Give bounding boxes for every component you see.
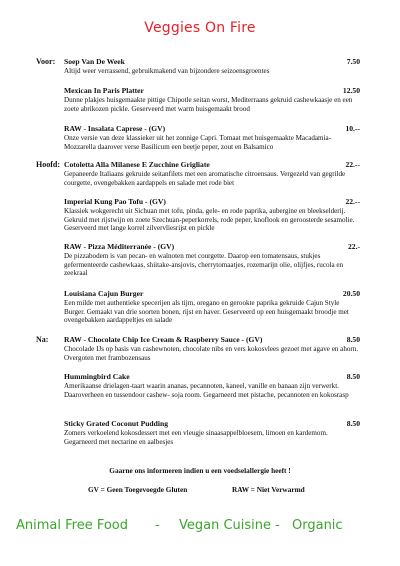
item-name: RAW - Pizza Méditerranée - (GV): [64, 242, 175, 251]
section-label: Voor:: [36, 57, 56, 66]
item-description: De pizzabodem is van pecan- en walnoten met courgette. Daarop een tomatensaus, stukjes gefermenteerde cashewkaas, shiitake-ansjovis, cherrytomaatjes, rozemarijn olie, olijfjes, rucola en zeekraal: [64, 252, 344, 278]
item-price: 20.50: [342, 289, 360, 298]
item-name: Soep Van De Week: [64, 57, 125, 66]
menu-item: [64, 242, 360, 278]
item-name: Sticky Grated Coconut Pudding: [64, 419, 169, 428]
item-name: RAW - Insalata Caprese - (GV): [64, 124, 166, 133]
item-name: Cotoletta Alla Milanese E Zucchine Grigliate: [64, 160, 210, 169]
item-price: 8.50: [346, 372, 360, 381]
menu-item: [64, 289, 360, 325]
item-price: 22.--: [345, 197, 360, 206]
footer-vegan: Vegan Cuisine: [179, 518, 272, 533]
menu-item: [64, 86, 360, 113]
item-price: 10.--: [345, 124, 360, 133]
menu-item: [64, 335, 360, 362]
footer-sep-2: -: [275, 518, 280, 533]
item-price: 8.50: [346, 335, 360, 344]
item-description: Amerikaanse drielagen-taart waarin ananas, pecannoten, kaneel, vanille en banaan zijn verwerkt. Daaroverheen en tussendoor cashew- soja room. Gegarneerd met pistache, pecannoten en kokosrasp: [64, 382, 349, 399]
allergy-note: Gaarne ons informeren indien u een voedselallergie heeft !: [109, 466, 291, 475]
item-name: Imperial Kung Pao Tofu - (GV): [64, 197, 166, 206]
menu-item: [64, 197, 360, 233]
footer-sep-1: -: [155, 518, 160, 533]
menu-item: [64, 57, 360, 76]
item-description: Klassiek wokgerecht uit Sichuan met tofu, pinda, gele- en rode paprika, aubergine en bleekselderij. Gekruid met rijstwijn en zoete Szechuan-peperkorrels, rode peper, knoflook en geroosterde sesamolie. Geserveerd met lange korrel zilvervliesrijst en pickle: [64, 207, 355, 233]
item-description: Onze versie van deze klassieker uit het zonnige Capri. Tomaat met huisgemaakte Macadamia-Mozzarella daarover verse Basilicum een beetje peper, zout en Balsamico: [64, 134, 332, 151]
item-description: Dunne plakjes huisgemaakte pittige Chipotle seitan worst, Mediterraans gekruid cashewkaasje en een zoete abrikozen pickle. Geserveerd met warm huisgemaakt brood: [64, 96, 353, 113]
item-description: Altijd weer verrassend, gebruikmakend van bijzondere seizoensgroentes: [64, 67, 270, 75]
item-description: Een milde met authentieke specerijen als tijm, oregano en gerookte paprika gekruide Cajun Style Burger. Gemaakt van drie soorten bonen, rijst en haver. Geserveerd op een huisgemaakt broodje met ovengebakken aardappeltjes en salade: [64, 299, 349, 325]
legend-gv: GV = Geen Toegevoegde Gluten: [88, 485, 188, 494]
footer-tagline: [0, 518, 400, 536]
menu-item: [64, 160, 360, 187]
section-label: Hoofd:: [36, 160, 60, 169]
footer-organic: Organic: [292, 518, 343, 533]
item-price: 22.--: [345, 160, 360, 169]
item-name: Hummingbird Cake: [64, 372, 130, 381]
item-name: Louisiana Cajun Burger: [64, 289, 144, 298]
legend-raw: RAW = Niet Verwarmd: [232, 485, 305, 494]
item-price: 8.50: [346, 419, 360, 428]
menu-item: [64, 124, 360, 151]
item-name: RAW - Chocolate Chip Ice Cream & Raspberry Sauce - (GV): [64, 335, 263, 344]
item-name: Mexican In Paris Platter: [64, 86, 144, 95]
item-description: Chocolade IJs op basis van cashewnoten, chocolate nibs en vers kokosvlees gezoet met agave en ahorn. Overgoten met frambozensaus: [64, 345, 359, 362]
menu-title: Veggies On Fire: [144, 20, 256, 36]
item-price: 7.50: [346, 57, 360, 66]
item-price: 22.-: [347, 242, 360, 251]
item-description: Zomers verkoelend kokosdessert met een vleugje sinaasappelbloesem, limoen en kardemom. Gegarneerd met nectarine en aalbesjes: [64, 429, 328, 446]
menu-item: [64, 419, 360, 446]
menu-item: [64, 372, 360, 399]
footer-animal-free: Animal Free Food: [16, 518, 129, 533]
item-description: Gepaneerde Italiaans gekruide seitanfilets met een aromatische citroensaus. Vergezeld van gegrilde courgette, ovengebakken aardappels en salade met rode biet: [64, 170, 346, 187]
item-price: 12.50: [342, 86, 360, 95]
section-label: Na:: [36, 335, 49, 344]
